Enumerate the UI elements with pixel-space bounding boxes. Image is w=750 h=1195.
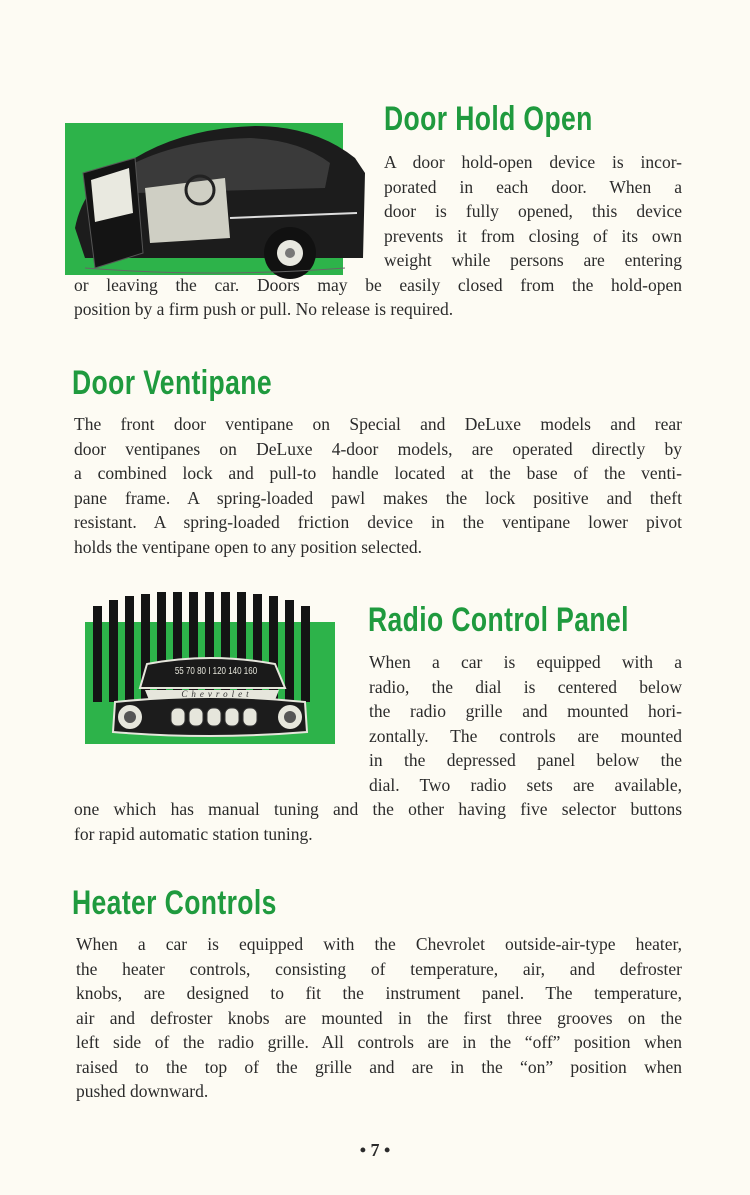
car-door-open-illustration: [65, 118, 370, 280]
text-line: the heater controls, consisting of temperature, air, and defroster: [76, 958, 682, 979]
text-line: When a car is equipped with the Chevrolet outside-air-type heater,: [76, 934, 682, 954]
text-line: holds the ventipane open to any position selected.: [74, 536, 422, 557]
section-text-radio-control-panel: [369, 650, 682, 797]
section-text-door-hold-open-cont: [74, 273, 682, 322]
section-heading-door-ventipane: Door Ventipane: [72, 364, 272, 402]
text-line: air and defroster knobs are mounted in the first three grooves on the: [76, 1007, 682, 1028]
text-line: in the depressed panel below the: [369, 750, 682, 770]
text-line: left side of the radio grille. All controls are in the “off” position when: [76, 1032, 682, 1052]
section-text-door-ventipane: [74, 412, 682, 559]
text-line: door is fully opened, this device: [384, 201, 682, 221]
text-line: zontally. The controls are mounted: [369, 725, 682, 746]
text-line: for rapid automatic station tuning.: [74, 823, 313, 844]
text-line: a combined lock and pull-to handle located at the base of the venti-: [74, 463, 682, 483]
text-line: raised to the top of the grille and are in the “on” position when: [76, 1056, 682, 1077]
text-line: position by a firm push or pull. No release is required.: [74, 299, 454, 319]
radio-dial-brand: Chevrolet: [181, 689, 253, 699]
text-line: When a car is equipped with a: [369, 652, 682, 672]
section-text-radio-control-panel-cont: [74, 797, 682, 846]
text-line: or leaving the car. Doors may be easily closed from the hold-open: [74, 274, 682, 295]
section-heading-door-hold-open: Door Hold Open: [384, 100, 593, 138]
text-line: pane frame. A spring-loaded pawl makes the lock positive and theft: [74, 487, 682, 508]
text-line: knobs, are designed to fit the instrument panel. The temperature,: [76, 983, 682, 1003]
text-line: The front door ventipane on Special and DeLuxe models and rear: [74, 414, 682, 434]
text-line: door ventipanes on DeLuxe 4-door models, are operated directly by: [74, 438, 682, 459]
text-line: resistant. A spring-loaded friction device in the ventipane lower pivot: [74, 512, 682, 532]
section-text-heater-controls: [76, 932, 682, 1104]
text-line: the radio grille and mounted hori-: [369, 701, 682, 721]
text-line: porated in each door. When a: [384, 176, 682, 197]
section-heading-heater-controls: Heater Controls: [72, 884, 277, 922]
text-line: pushed downward.: [76, 1081, 209, 1101]
text-line: A door hold-open device is incor-: [384, 152, 682, 172]
text-line: prevents it from closing of its own: [384, 225, 682, 246]
section-text-door-hold-open: [384, 150, 682, 273]
radio-grille-illustration: [85, 592, 335, 744]
text-line: radio, the dial is centered below: [369, 676, 682, 697]
section-heading-radio-control-panel: Radio Control Panel: [368, 601, 629, 639]
text-line: dial. Two radio sets are available,: [369, 774, 682, 795]
radio-dial-scale: 55 70 80 I 120 140 160: [174, 666, 258, 677]
text-line: one which has manual tuning and the other having five selector buttons: [74, 799, 682, 819]
text-line: weight while persons are entering: [384, 250, 682, 270]
page-number: • 7 •: [359, 1140, 391, 1160]
